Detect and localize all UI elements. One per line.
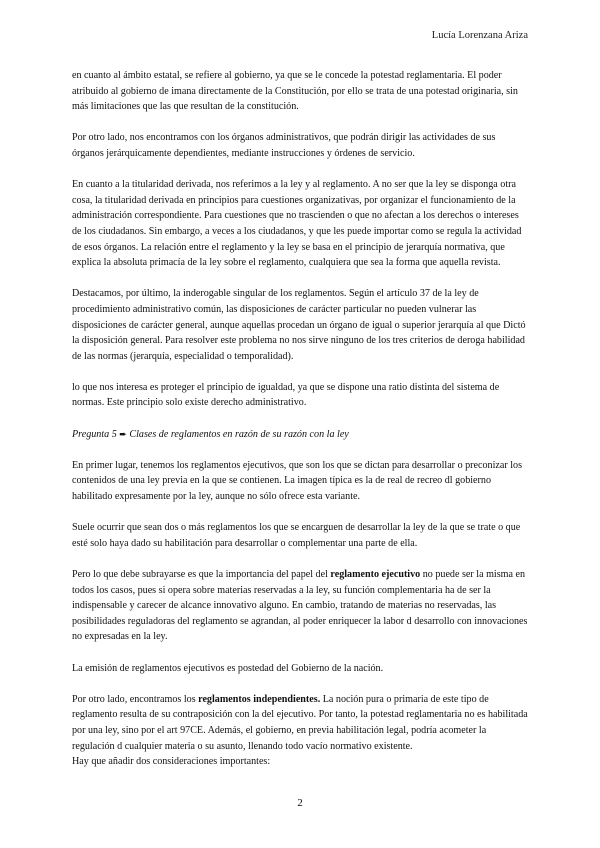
- paragraph-text: La noción pura o primaria de este tipo de reglamento resulta de su contraposición con la del ejecutivo. Por tanto, la potestad reglamentaria no es habilitada por una ley, sino por el art 97CE. Además, el gobierno, en previa habilitación legal, podría acometer la regulación d cualquier materia o su asunto, llenando todo vacío normativo existente.: [72, 693, 528, 752]
- document-body: [72, 68, 528, 785]
- question-text: Clases de reglamentos en razón de su razón con la ley: [126, 428, 349, 440]
- question-heading: [72, 427, 528, 443]
- paragraph-titularidad-estatal: en cuanto al ámbito estatal, se refiere al gobierno, ya que se le concede la potestad reglamentaria. El poder atribuido al gobierno de imana directamente de la Constitución, por ello se trata de una potestad originaria, sin más limitaciones que las que resultan de la constitución.: [72, 70, 518, 113]
- page-number: 2: [297, 797, 303, 809]
- paragraph-inderogabilidad-singular: Destacamos, por último, la inderogable singular de los reglamentos. Según el artículo 37 de la ley de procedimiento administrativo común, las disposiciones de carácter particular no pueden vulnerar las disposiciones de carácter general, aunque aquellas procedan un órgano de igual o superior jerarquía al que Dictó la disposición general. Para resolver este problema no nos sirve ninguno de los tres criterios de deroga habilidad de las normas (jerarquía, especialidad o temporalidad).: [72, 288, 526, 362]
- paragraph-emision-reglamentos: La emisión de reglamentos ejecutivos es postedad del Gobierno de la nación.: [72, 662, 384, 674]
- paragraph-text: Pero lo que debe subrayarse es que la importancia del papel del: [72, 569, 331, 580]
- question-title: Pregunta 5: [72, 428, 117, 440]
- paragraph-text: no puede ser la misma en todos los casos, pues si opera sobre materias reservadas a la ley, su función complementaria ha de ser la indispensable y carecer de alcance innovativo alguno. En cambio, tratando de materias no reservadas, las posibilidades reguladoras del reglamento se agrandan, al poder enriquecer la labor d desarrollo con innovaciones no expresadas en la ley.: [72, 569, 528, 643]
- paragraph-organos-administrativos: Por otro lado, nos encontramos con los órganos administrativos, que podrán dirigir las actividades de sus órganos jerárquicamente dependientes, mediante instrucciones y órdenes de servicio.: [72, 132, 496, 159]
- paragraph-titularidad-derivada: En cuanto a la titularidad derivada, nos referimos a la ley y al reglamento. A no ser que la ley se disponga otra cosa, la titularidad derivada en principios para cuestiones organizativas, por organizar el funcionamiento de la administración correspondiente. Para cuestiones que no trascienden o que no afectan a los derechos o intereses de los ciudadanos. Sin embargo, a veces a los ciudadanos, y que les puede importar como se regula la actividad de esos órganos. La relación entre el reglamento y la ley se basa en el principio de jerarquía normativa, que explica la absoluta primacía de la ley sobre el reglamento, cualquiera que sea la forma que aquella revista.: [72, 179, 522, 269]
- page-header-author: Lucía Lorenzana Ariza: [431, 30, 528, 41]
- paragraph-text: Por otro lado, encontramos los: [72, 693, 199, 705]
- paragraph-consideraciones: Hay que añadir dos consideraciones importantes:: [72, 756, 271, 768]
- bold-term-reglamento-ejecutivo: reglamento ejecutivo: [330, 569, 421, 580]
- paragraph-importancia-reglamento: [72, 567, 528, 645]
- paragraph-varios-reglamentos: Suele ocurrir que sean dos o más reglamentos los que se encarguen de desarrollar la ley de la que se trate o que esté solo haya dado su habilitación para desarrollar o complementar una parte de ella.: [72, 522, 521, 549]
- bold-term-reglamentos-independientes: reglamentos independientes.: [198, 693, 321, 705]
- paragraph-reglamentos-ejecutivos: En primer lugar, tenemos los reglamentos ejecutivos, que son los que se dictan para desarrollar o preconizar los contenidos de una ley previa en la que se contienen. La imagen típica es la de real de recreo dl gobierno habilitado expresamente por la ley, aunque no sólo ofrece esta variante.: [72, 459, 523, 503]
- paragraph-reglamentos-independientes: [72, 692, 528, 754]
- arrow-icon: ➨: [119, 428, 127, 439]
- paragraph-principio-igualdad: lo que nos interesa es proteger el principio de igualdad, ya que se dispone una ratio distinta del sistema de normas. Este principio solo existe derecho administrativo.: [72, 381, 500, 409]
